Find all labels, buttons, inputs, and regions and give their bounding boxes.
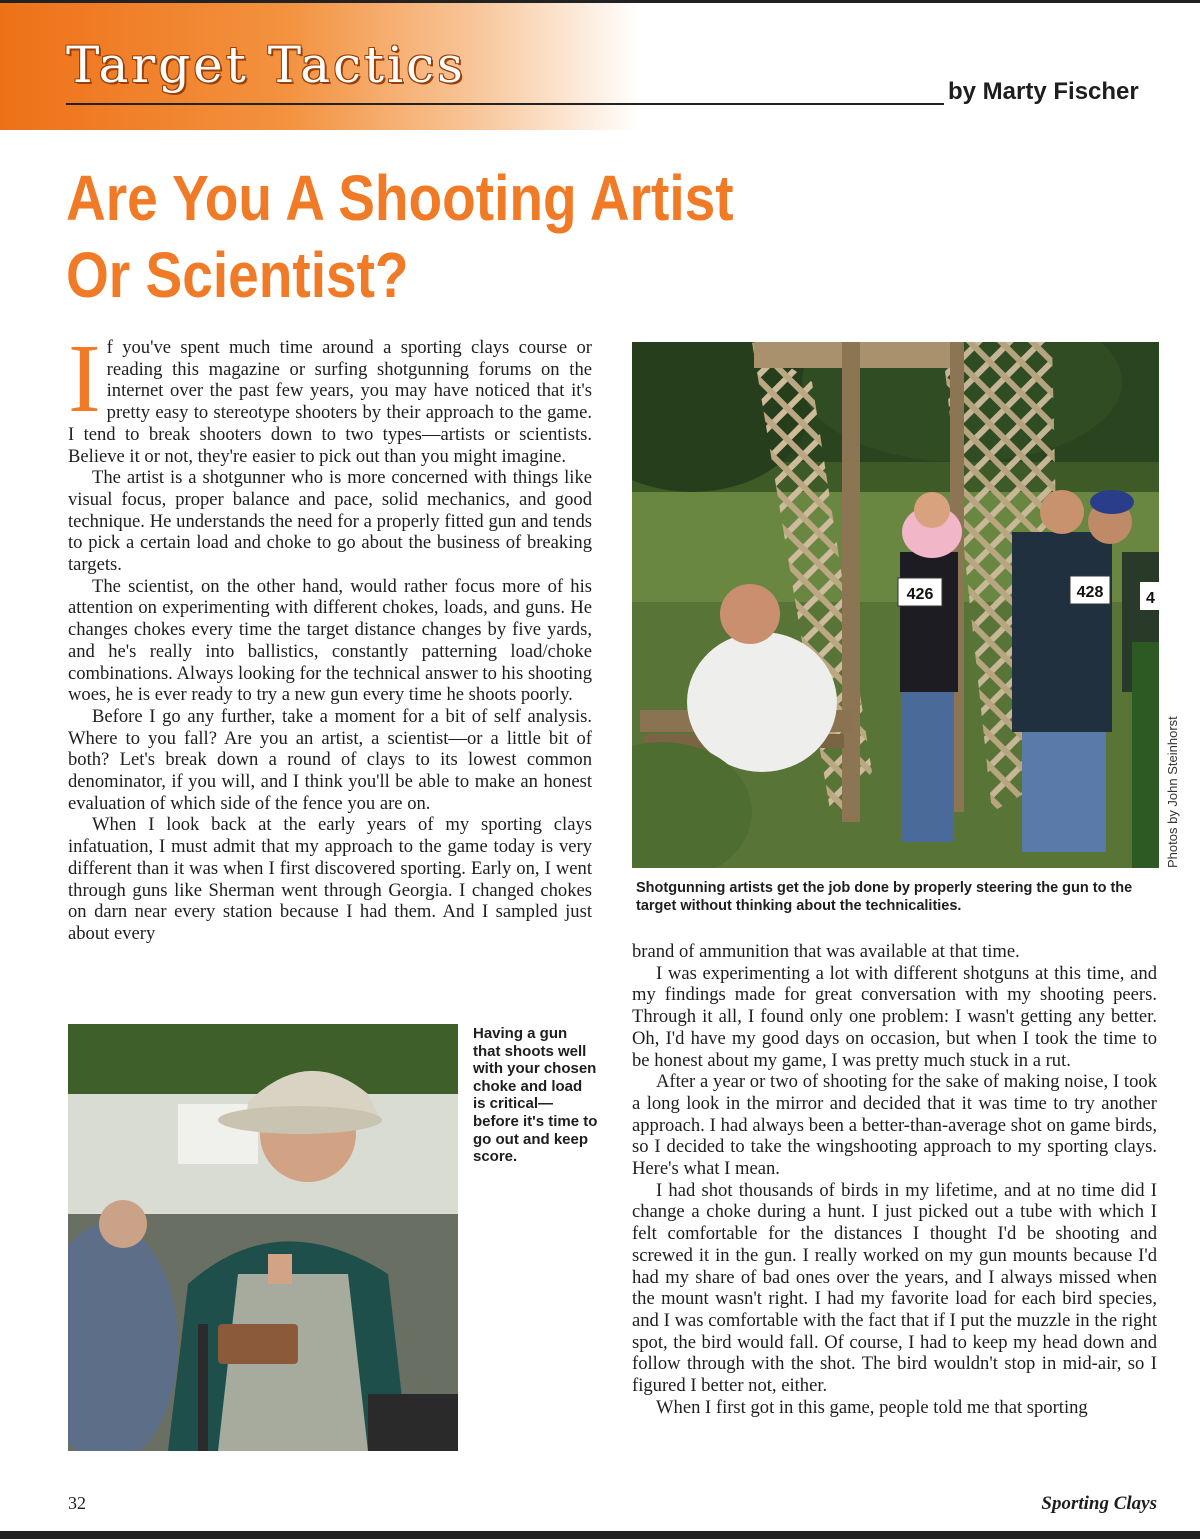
- shooters-photo: [632, 342, 1159, 868]
- shooter-closeup-illustration: [68, 1024, 458, 1451]
- paragraph: The scientist, on the other hand, would rather focus more of his attention on experimenting with different chokes, loads, and guns. He changes chokes every time the target distance changes by five yards, and he's really into ballistics, constantly patterning load/choke combinations. Always looking for the technical answer to his shooting woes, he is ever ready to try a new gun every time he shoots poorly.: [68, 575, 592, 706]
- shooter-closeup-photo: [68, 1024, 458, 1451]
- drop-cap: I: [68, 325, 101, 433]
- header-rule: [66, 103, 944, 105]
- right-column: [632, 941, 1157, 1418]
- photo-caption-top: Shotgunning artists get the job done by properly steering the gun to the target without thinking about the technicalities.: [636, 880, 1133, 914]
- left-column: [68, 325, 592, 945]
- magazine-name: Sporting Clays: [1041, 1493, 1157, 1514]
- section-title: Target Tactics: [66, 36, 466, 94]
- photo-credit: Photos by John Steinhorst: [1165, 716, 1180, 868]
- headline-line-2: Or Scientist?: [66, 239, 409, 311]
- paragraph: brand of ammunition that was available at that time.: [632, 941, 1020, 962]
- bib-number: 4: [1146, 590, 1155, 607]
- byline: by Marty Fischer: [948, 78, 1139, 105]
- paragraph: When I look back at the early years of my sporting clays infatuation, I must admit that my approach to the game today is very different than it was when I first discovered sporting. Early on, I went through guns like Sherman went through Georgia. I changed chokes on darn near every station because I had them. And I sampled just about every: [68, 814, 592, 944]
- headline-line-1: Are You A Shooting Artist: [66, 162, 734, 234]
- bottom-rule: [0, 1531, 1200, 1539]
- paragraph: If you've spent much time around a sporting clays course or reading this magazine or surfing shotgunning forums on the internet over the past few years, you may have noticed that it's pretty easy to stereotype shooters by their approach to the game. I tend to break shooters down to two types—artists or scientists. Believe it or not, they're easier to pick out than you might imagine.: [68, 325, 592, 467]
- paragraph: I was experimenting a lot with different shotguns at this time, and my findings made for great conversation with my shooting peers. Through it all, I found only one problem: I wasn't getting any better. Oh, I'd have my good days on occasion, but when I took the time to be honest about my game, I was pretty much stuck in a rut.: [632, 962, 1157, 1071]
- page-number: 32: [68, 1493, 86, 1513]
- paragraph: The artist is a shotgunner who is more concerned with things like visual focus, proper balance and pace, solid mechanics, and good technique. He understands the need for a properly fitted gun and tends to pick a certain load and choke to go about the business of breaking targets.: [68, 467, 592, 576]
- bib-number: 426: [906, 586, 934, 603]
- paragraph: Before I go any further, take a moment for a bit of self analysis. Where to you fall? Are you an artist, a scientist—or a little bit of both? Let's break down a round of clays to its lowest common denominator, if you will, and I think you'll be able to make an honest evaluation of which side of the fence you are on.: [68, 705, 592, 814]
- paragraph: When I first got in this game, people told me that sporting: [656, 1396, 1088, 1418]
- paragraph: After a year or two of shooting for the sake of making noise, I took a long look in the mirror and decided that it was time to try another approach. I had always been a better-than-average shot on game birds, so I decided to take the wingshooting approach to my sporting clays. Here's what I mean.: [632, 1071, 1157, 1180]
- paragraph: I had shot thousands of birds in my lifetime, and at no time did I change a choke during a hunt. I just picked out a tube with which I felt comfortable for the distances I thought I'd be shooting and screwed it in the gun. I really worked on my gun mounts because I'd had my share of bad ones over the years, and I always missed when the mount wasn't right. I had my favorite load for each bird species, and I was comfortable with the fact that if I put the muzzle in the right spot, the bird would fall. Of course, I had to keep my head down and follow through with the shot. The bird wouldn't stop in mid-air, so I figured I better not, either.: [632, 1179, 1157, 1397]
- bib-number: 428: [1076, 584, 1104, 601]
- shooters-photo-illustration: [632, 342, 1159, 868]
- headline: [66, 160, 840, 314]
- photo-caption-bottom: Having a gun that shoots well with your chosen choke and load is critical—before it's time to go out and keep score.: [473, 1025, 598, 1166]
